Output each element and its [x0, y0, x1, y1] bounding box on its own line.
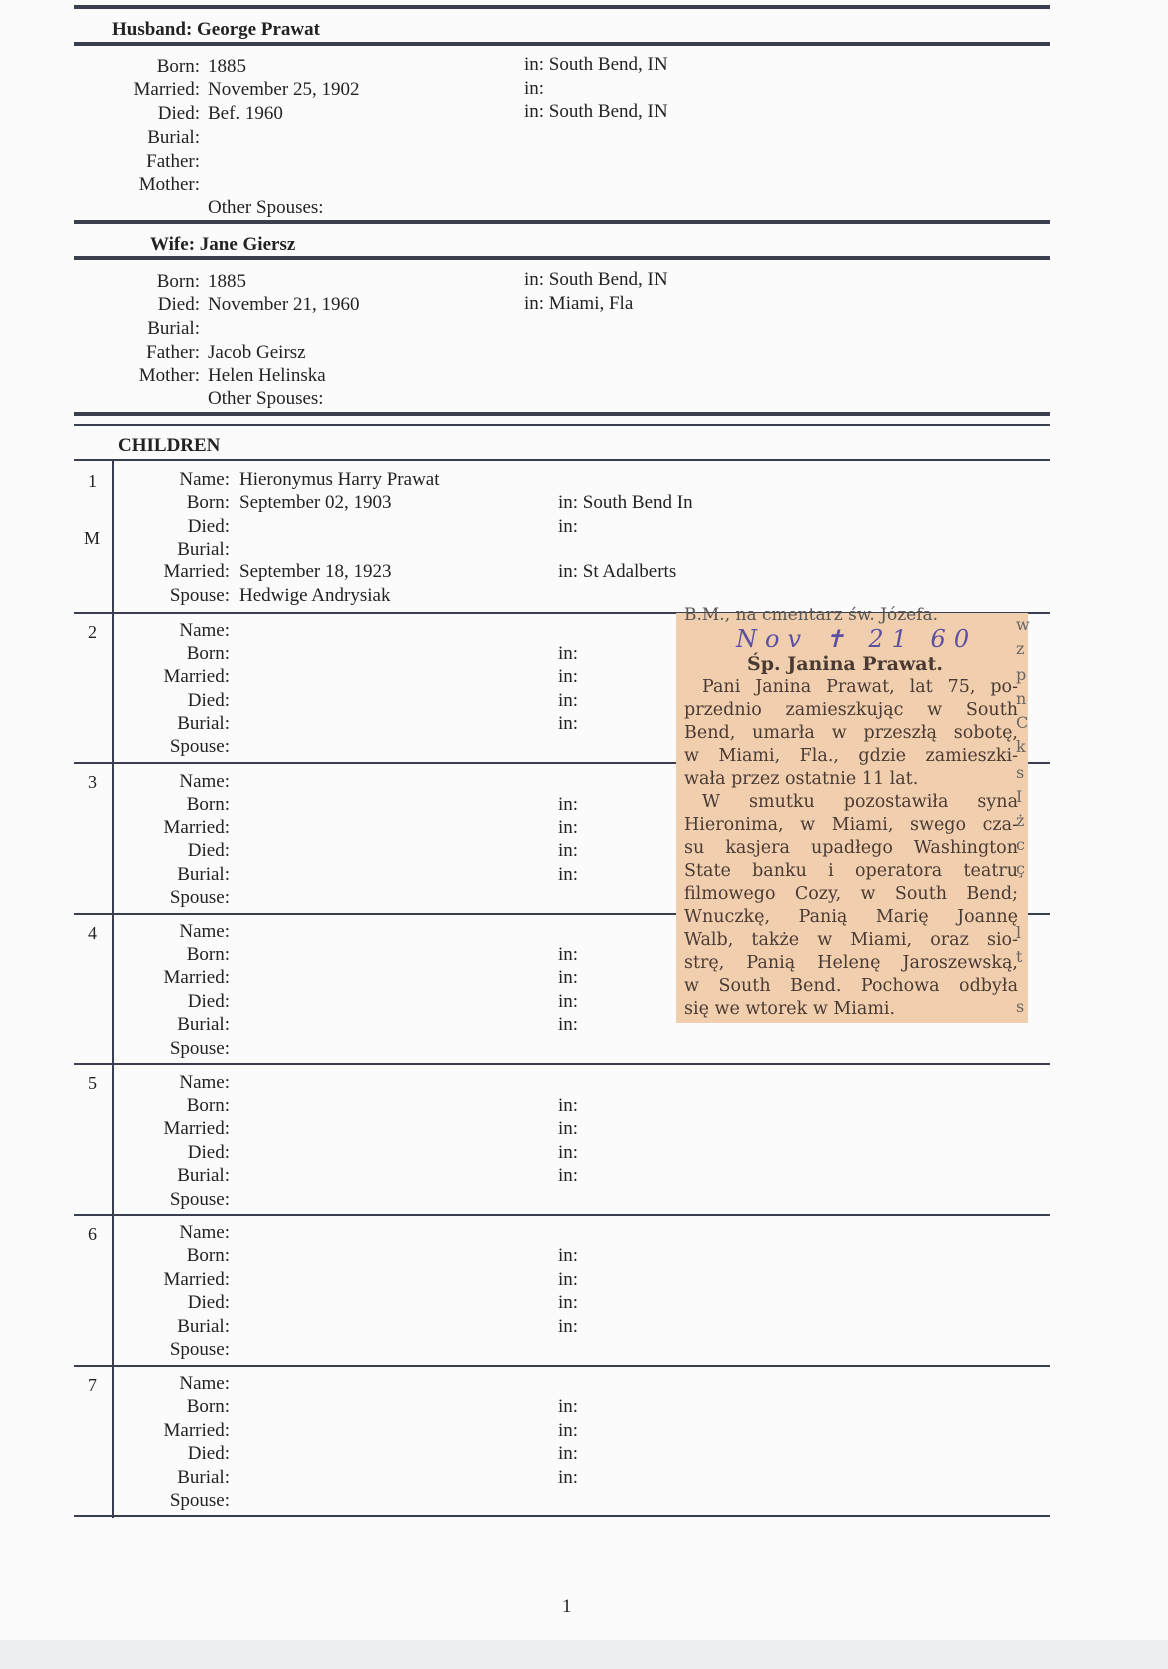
child-6-bottom-rule: [74, 1365, 1050, 1367]
children-header-rule: [74, 459, 1050, 461]
clipping-edge-char: n: [1016, 689, 1027, 708]
husband-married-place: in:: [524, 78, 545, 99]
child-4-born-place: in:: [558, 944, 579, 965]
child-3-spouse-label: Spouse:: [169, 887, 230, 908]
child-7-married-label: Married:: [163, 1420, 230, 1441]
child-5-married-label: Married:: [163, 1118, 230, 1139]
clipping-title: Śp. Janina Prawat.: [747, 653, 943, 675]
husband-married-label: Married:: [133, 79, 200, 100]
child-1-spouse-value: Hedwige Andrysiak: [239, 585, 391, 606]
child-5-number: 5: [88, 1073, 97, 1093]
clipping-line-9: State banku i operatora teatru: [684, 861, 1018, 881]
clipping-top-line: B.M., na cmentarz św. Józefa.: [684, 605, 939, 625]
wife-died-place: in: Miami, Fla: [524, 293, 634, 314]
child-4-burial-label: Burial:: [177, 1014, 230, 1035]
child-6-born-label: Born:: [186, 1245, 230, 1266]
child-3-born-place: in:: [558, 794, 579, 815]
child-7-born-label: Born:: [186, 1396, 230, 1417]
child-2-burial-label: Burial:: [177, 713, 230, 734]
child-3-born-label: Born:: [186, 794, 230, 815]
husband-other-spouses-label: Other Spouses:: [208, 197, 324, 218]
clipping-edge-char: s: [1016, 997, 1025, 1016]
child-2-number: 2: [88, 622, 97, 642]
child-4-bottom-rule: [74, 1063, 1050, 1065]
husband-header-rule: [74, 42, 1050, 46]
clipping-line-4: w Miami, Fla., gdzie zamieszki-: [684, 746, 1018, 766]
child-4-number: 4: [88, 923, 97, 943]
child-5-born-place: in:: [558, 1095, 579, 1116]
child-3-burial-label: Burial:: [177, 864, 230, 885]
wife-born-place: in: South Bend, IN: [524, 269, 668, 290]
child-4-burial-place: in:: [558, 1014, 579, 1035]
child-1-name-label: Name:: [179, 469, 230, 490]
child-4-married-label: Married:: [163, 967, 230, 988]
child-1-died-place: in:: [558, 516, 579, 537]
child-5-died-label: Died:: [187, 1142, 230, 1163]
clipping-edge-char: c: [1016, 835, 1025, 854]
wife-bottom-rule: [74, 412, 1050, 416]
wife-died-value: November 21, 1960: [208, 294, 360, 315]
wife-born-label: Born:: [156, 271, 200, 292]
child-1-burial-label: Burial:: [177, 539, 230, 560]
child-5-name-label: Name:: [179, 1072, 230, 1093]
child-6-burial-place: in:: [558, 1316, 579, 1337]
child-7-born-place: in:: [558, 1396, 579, 1417]
clipping-edge-char: ż: [1016, 811, 1025, 830]
wife-burial-label: Burial:: [147, 318, 200, 339]
clipping-line-10: filmowego Cozy, w South Bend;: [684, 884, 1018, 904]
child-1-sex: M: [84, 528, 101, 548]
clipping-edge-char: w: [1016, 615, 1030, 634]
husband-died-place: in: South Bend, IN: [524, 101, 668, 122]
child-7-name-label: Name:: [179, 1373, 230, 1394]
child-1-married-place: in: St Adalberts: [558, 561, 677, 582]
child-6-died-place: in:: [558, 1292, 579, 1313]
child-6-burial-label: Burial:: [177, 1316, 230, 1337]
wife-father-value: Jacob Geirsz: [208, 342, 306, 363]
clipping-line-11: Wnuczkę, Panią Marię Joannę: [684, 907, 1018, 927]
child-4-married-place: in:: [558, 967, 579, 988]
child-4-born-label: Born:: [186, 944, 230, 965]
child-3-name-label: Name:: [179, 771, 230, 792]
child-1-married-label: Married:: [163, 561, 230, 582]
child-6-spouse-label: Spouse:: [169, 1339, 230, 1360]
clipping-line-12: Walb, także w Miami, oraz sio-: [684, 930, 1018, 950]
child-2-born-label: Born:: [186, 643, 230, 664]
clipping-line-7: Hieronima, w Miami, swego cza-: [684, 815, 1018, 835]
child-1-married-value: September 18, 1923: [239, 561, 392, 582]
scan-bottom-edge: [0, 1640, 1168, 1669]
clipping-line-8: su kasjera upadłego Washington: [684, 838, 1018, 858]
wife-header: Wife: Jane Giersz: [150, 234, 296, 255]
clipping-line-1: Pani Janina Prawat, lat 75, po-: [702, 677, 1018, 697]
child-2-died-place: in:: [558, 690, 579, 711]
child-7-married-place: in:: [558, 1420, 579, 1441]
child-4-name-label: Name:: [179, 921, 230, 942]
husband-married-value: November 25, 1902: [208, 79, 360, 100]
clipping-line-5: wała przez ostatnie 11 lat.: [684, 769, 919, 789]
top-rule: [74, 5, 1050, 9]
wife-father-label: Father:: [146, 342, 200, 363]
husband-born-place: in: South Bend, IN: [524, 54, 668, 75]
page-number: 1: [562, 1596, 572, 1617]
child-3-number: 3: [88, 772, 97, 792]
child-6-number: 6: [88, 1224, 97, 1244]
clipping-line-13: strę, Panią Helenę Jaroszewską,: [684, 953, 1018, 973]
clipping-line-15: się we wtorek w Miami.: [684, 999, 896, 1019]
child-7-spouse-label: Spouse:: [169, 1490, 230, 1511]
child-3-died-label: Died:: [187, 840, 230, 861]
child-1-died-label: Died:: [187, 516, 230, 537]
child-7-number: 7: [88, 1375, 97, 1395]
wife-header-rule: [74, 256, 1050, 260]
child-2-spouse-label: Spouse:: [169, 736, 230, 757]
child-1-born-place: in: South Bend In: [558, 492, 693, 513]
child-2-married-place: in:: [558, 666, 579, 687]
child-1-born-value: September 02, 1903: [239, 492, 392, 513]
clipping-line-14: w South Bend. Pochowa odbyła: [684, 976, 1018, 996]
husband-burial-label: Burial:: [147, 127, 200, 148]
child-1-name-value: Hieronymus Harry Prawat: [239, 469, 440, 490]
child-1-spouse-label: Spouse:: [169, 585, 230, 606]
child-2-name-label: Name:: [179, 620, 230, 641]
clipping-edge-char: ç: [1016, 859, 1025, 878]
clipping-edge-char: s: [1016, 763, 1025, 782]
child-6-born-place: in:: [558, 1245, 579, 1266]
child-6-died-label: Died:: [187, 1292, 230, 1313]
child-5-married-place: in:: [558, 1118, 579, 1139]
child-1-number: 1: [88, 471, 97, 491]
child-7-burial-place: in:: [558, 1467, 579, 1488]
child-7-bottom-rule: [74, 1515, 1050, 1517]
child-3-married-label: Married:: [163, 817, 230, 838]
clipping-edge-char: l: [1016, 923, 1022, 942]
clipping-line-3: Bend, umarła w przeszłą sobotę,: [684, 723, 1018, 743]
clipping-edge-char: z: [1016, 639, 1025, 658]
clipping-handwritten-date: Nov ✝ 21 60: [736, 625, 978, 653]
child-6-name-label: Name:: [179, 1222, 230, 1243]
child-4-spouse-label: Spouse:: [169, 1038, 230, 1059]
child-1-born-label: Born:: [186, 492, 230, 513]
husband-mother-label: Mother:: [138, 174, 200, 195]
clipping-edge-char: C: [1016, 713, 1029, 732]
husband-born-label: Born:: [156, 56, 200, 77]
child-4-died-place: in:: [558, 991, 579, 1012]
child-2-burial-place: in:: [558, 713, 579, 734]
child-5-burial-place: in:: [558, 1165, 579, 1186]
child-6-married-place: in:: [558, 1269, 579, 1290]
husband-died-label: Died:: [157, 103, 200, 124]
children-divider-line: [112, 460, 114, 1518]
child-5-spouse-label: Spouse:: [169, 1189, 230, 1210]
child-5-died-place: in:: [558, 1142, 579, 1163]
wife-born-value: 1885: [208, 271, 246, 292]
husband-born-value: 1885: [208, 56, 246, 77]
clipping-edge-char: p: [1016, 665, 1027, 684]
husband-died-value: Bef. 1960: [208, 103, 283, 124]
wife-mother-value: Helen Helinska: [208, 365, 326, 386]
wife-other-spouses-label: Other Spouses:: [208, 388, 324, 409]
child-5-bottom-rule: [74, 1214, 1050, 1216]
child-3-died-place: in:: [558, 840, 579, 861]
wife-mother-label: Mother:: [138, 365, 200, 386]
children-header: CHILDREN: [118, 435, 221, 456]
wife-top-rule: [74, 220, 1050, 224]
clipping-edge-char: t: [1016, 947, 1023, 966]
clipping-line-2: przednio zamieszkując w South: [684, 700, 1018, 720]
child-5-born-label: Born:: [186, 1095, 230, 1116]
child-7-died-label: Died:: [187, 1443, 230, 1464]
child-3-married-place: in:: [558, 817, 579, 838]
obituary-clipping: [676, 605, 1030, 1023]
child-3-burial-place: in:: [558, 864, 579, 885]
child-2-married-label: Married:: [163, 666, 230, 687]
child-7-died-place: in:: [558, 1443, 579, 1464]
husband-father-label: Father:: [146, 151, 200, 172]
child-5-burial-label: Burial:: [177, 1165, 230, 1186]
child-6-married-label: Married:: [163, 1269, 230, 1290]
children-top-rule: [74, 424, 1050, 426]
child-2-died-label: Died:: [187, 690, 230, 711]
child-7-burial-label: Burial:: [177, 1467, 230, 1488]
child-2-born-place: in:: [558, 643, 579, 664]
husband-header: Husband: George Prawat: [112, 19, 320, 40]
child-4-died-label: Died:: [187, 991, 230, 1012]
clipping-line-6: W smutku pozostawiła syna: [702, 792, 1018, 812]
wife-died-label: Died:: [157, 294, 200, 315]
clipping-edge-char: k: [1016, 737, 1026, 756]
clipping-edge-char: I: [1016, 787, 1023, 806]
